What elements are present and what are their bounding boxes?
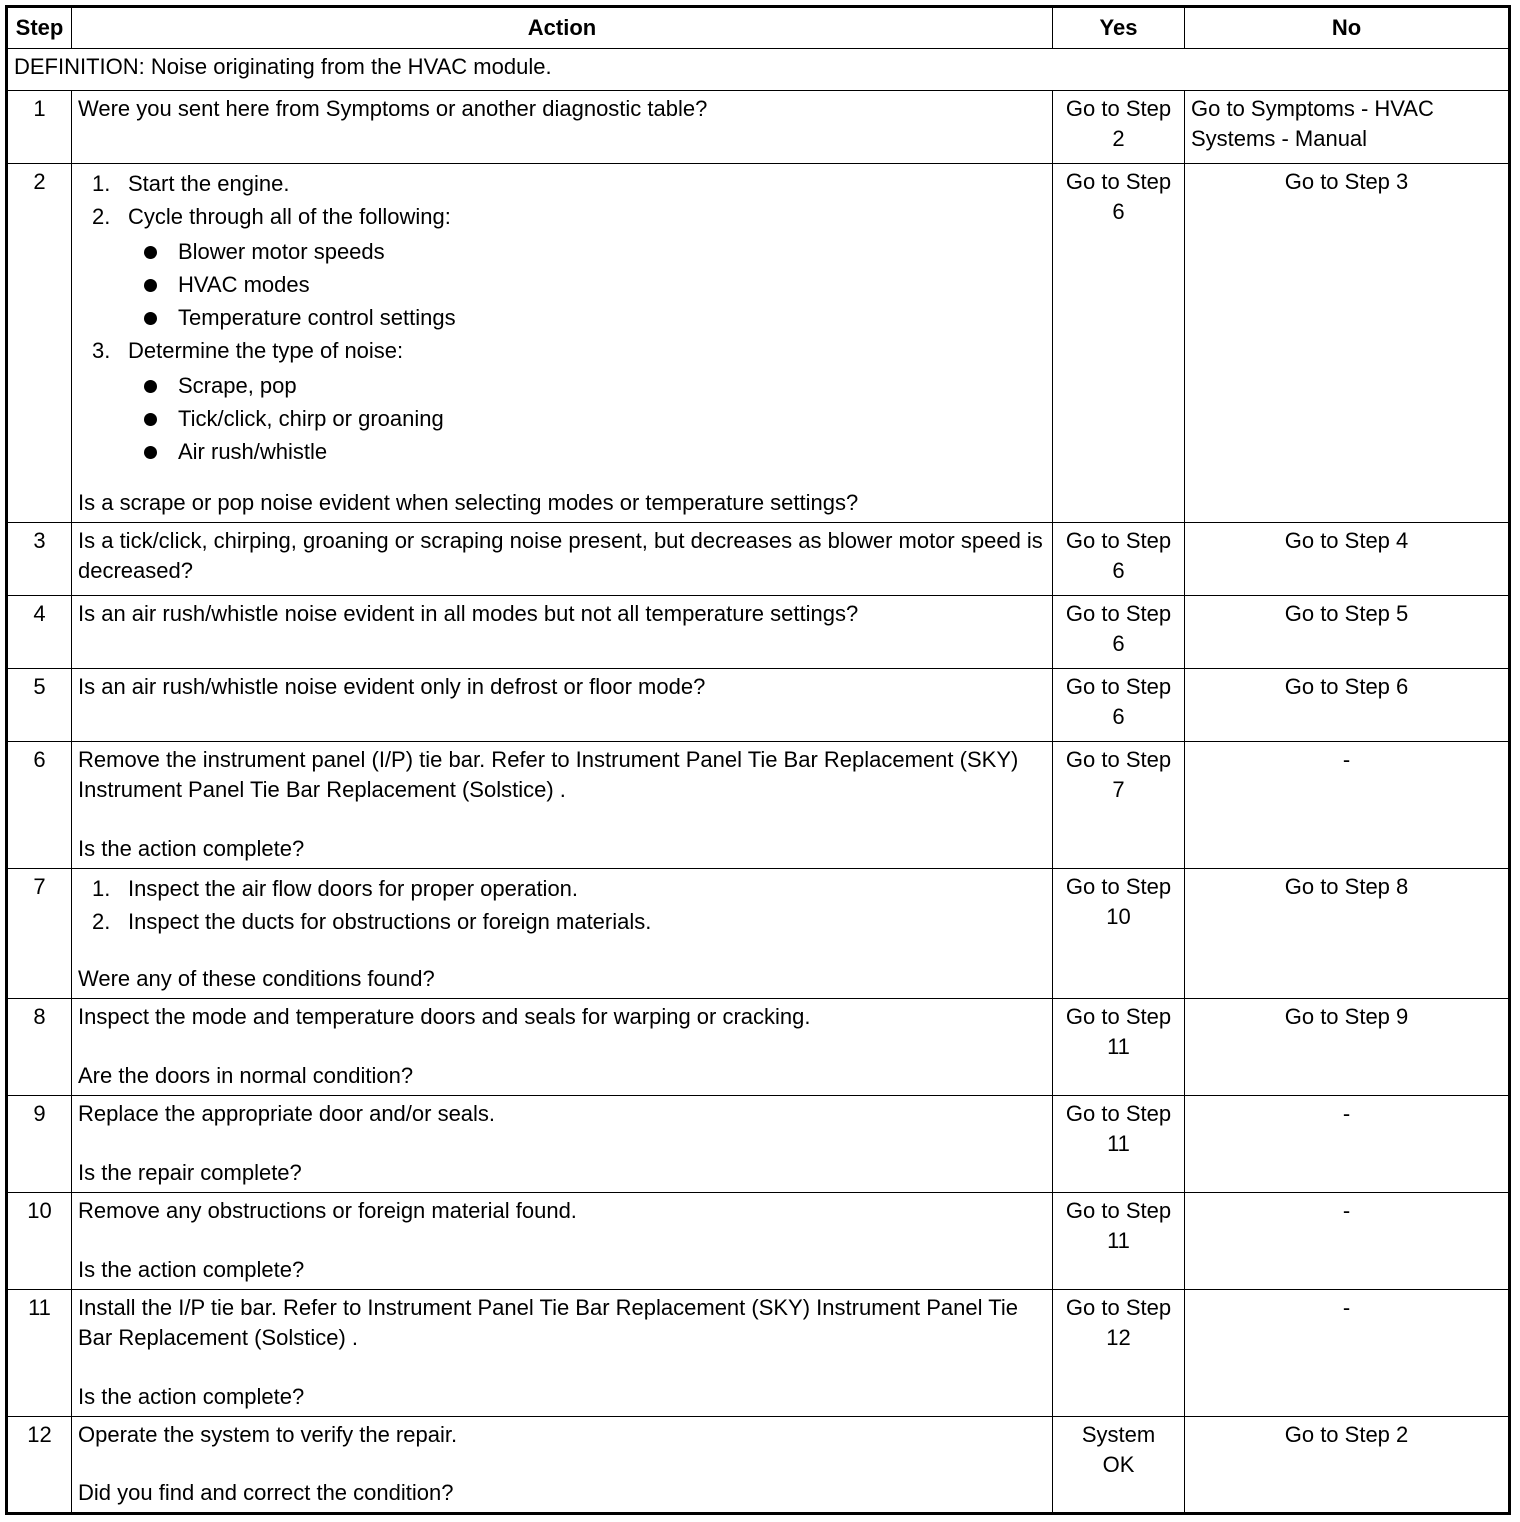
step-number: 12 bbox=[7, 1417, 72, 1514]
no-cell: Go to Step 2 bbox=[1185, 1417, 1510, 1514]
no-cell: Go to Step 5 bbox=[1185, 596, 1510, 669]
yes-cell bbox=[1053, 999, 1185, 1096]
bullet-item bbox=[178, 268, 1046, 301]
bullet-list bbox=[128, 369, 1046, 468]
question-text: Is a scrape or pop noise evident when selecting modes or temperature settings? bbox=[78, 490, 859, 515]
table-row bbox=[7, 523, 1510, 596]
yes-line: OK bbox=[1102, 1452, 1135, 1477]
item-number: 1. bbox=[92, 876, 111, 901]
table-row bbox=[7, 869, 1510, 999]
list-item bbox=[92, 200, 1046, 334]
action-cell bbox=[72, 1193, 1053, 1290]
question-text: Is the action complete? bbox=[78, 1257, 305, 1282]
step-number: 11 bbox=[7, 1290, 72, 1417]
yes-line: 12 bbox=[1106, 1325, 1131, 1350]
bullet-text: Air rush/whistle bbox=[178, 439, 328, 464]
step-number: 6 bbox=[7, 742, 72, 869]
yes-cell bbox=[1053, 523, 1185, 596]
action-text: Were you sent here from Symptoms or another diagnostic table? bbox=[72, 91, 1053, 164]
yes-cell bbox=[1053, 596, 1185, 669]
no-cell: Go to Step 4 bbox=[1185, 523, 1510, 596]
bullet-icon bbox=[144, 246, 157, 259]
list-item bbox=[92, 334, 1046, 468]
item-text: Inspect the air flow doors for proper operation. bbox=[128, 876, 579, 901]
step-number: 7 bbox=[7, 869, 72, 999]
yes-cell bbox=[1053, 869, 1185, 999]
yes-cell bbox=[1053, 91, 1185, 164]
step-number: 5 bbox=[7, 669, 72, 742]
yes-cell bbox=[1053, 1290, 1185, 1417]
step-number: 2 bbox=[7, 164, 72, 523]
table-row bbox=[7, 1096, 1510, 1193]
table-row bbox=[7, 999, 1510, 1096]
bullet-icon bbox=[144, 312, 157, 325]
yes-line: Go to Step bbox=[1065, 747, 1172, 772]
action-cell bbox=[72, 1096, 1053, 1193]
procedure-list bbox=[78, 872, 1046, 938]
yes-line: Go to Step bbox=[1065, 601, 1172, 626]
list-item bbox=[92, 905, 1046, 938]
action-text: Is a tick/click, chirping, groaning or scraping noise present, but decreases as blower motor speed is decreased? bbox=[72, 523, 1053, 596]
bullet-text: Temperature control settings bbox=[178, 305, 456, 330]
yes-line: Go to Step bbox=[1065, 674, 1172, 699]
action-cell bbox=[72, 1417, 1053, 1514]
table-row bbox=[7, 91, 1510, 164]
yes-line: 11 bbox=[1107, 1131, 1130, 1156]
list-item bbox=[92, 167, 1046, 200]
yes-line: Go to Step bbox=[1065, 528, 1172, 553]
action-text: Operate the system to verify the repair. bbox=[78, 1422, 458, 1447]
bullet-item bbox=[178, 435, 1046, 468]
action-cell bbox=[72, 999, 1053, 1096]
yes-line: Go to Step bbox=[1065, 96, 1172, 121]
action-cell bbox=[72, 164, 1053, 523]
yes-line: Go to Step bbox=[1065, 169, 1172, 194]
yes-line: System bbox=[1081, 1422, 1156, 1447]
header-no: No bbox=[1185, 7, 1510, 49]
item-number: 2. bbox=[92, 909, 111, 934]
action-cell bbox=[72, 742, 1053, 869]
item-number: 2. bbox=[92, 204, 111, 229]
action-text: Is an air rush/whistle noise evident only in defrost or floor mode? bbox=[72, 669, 1053, 742]
diagnostic-table bbox=[5, 5, 1511, 1515]
action-text: Remove the instrument panel (I/P) tie bar. Refer to Instrument Panel Tie Bar Replacement (SKY) Instrument Panel Tie Bar Replacement (Solstice) . bbox=[78, 747, 1019, 802]
question-text: Were any of these conditions found? bbox=[78, 966, 435, 991]
yes-cell bbox=[1053, 1417, 1185, 1514]
yes-line: 6 bbox=[1112, 199, 1125, 224]
no-cell: Go to Step 6 bbox=[1185, 669, 1510, 742]
procedure-list bbox=[78, 167, 1046, 468]
action-cell bbox=[72, 869, 1053, 999]
no-cell: Go to Step 9 bbox=[1185, 999, 1510, 1096]
yes-line: 6 bbox=[1112, 631, 1125, 656]
no-cell: - bbox=[1185, 1096, 1510, 1193]
bullet-item bbox=[178, 402, 1046, 435]
yes-line: 6 bbox=[1112, 704, 1125, 729]
bullet-text: Tick/click, chirp or groaning bbox=[178, 406, 444, 431]
bullet-item bbox=[178, 235, 1046, 268]
table-row bbox=[7, 1193, 1510, 1290]
step-number: 1 bbox=[7, 91, 72, 164]
item-text: Start the engine. bbox=[128, 171, 290, 196]
question-text: Are the doors in normal condition? bbox=[78, 1063, 414, 1088]
action-text: Install the I/P tie bar. Refer to Instrument Panel Tie Bar Replacement (SKY) Instrument Panel Tie Bar Replacement (Solstice) . bbox=[78, 1295, 1018, 1350]
action-text: Is an air rush/whistle noise evident in all modes but not all temperature settings? bbox=[72, 596, 1053, 669]
bullet-list bbox=[128, 235, 1046, 334]
yes-line: 2 bbox=[1112, 126, 1125, 151]
yes-line: 11 bbox=[1107, 1034, 1130, 1059]
table-row bbox=[7, 164, 1510, 523]
no-cell: Go to Step 3 bbox=[1185, 164, 1510, 523]
yes-line: Go to Step bbox=[1065, 1004, 1172, 1029]
yes-line: 7 bbox=[1112, 777, 1125, 802]
yes-line: Go to Step bbox=[1065, 1198, 1172, 1223]
step-number: 4 bbox=[7, 596, 72, 669]
definition-row bbox=[7, 49, 1510, 91]
item-text: Inspect the ducts for obstructions or foreign materials. bbox=[128, 909, 652, 934]
question-text: Is the action complete? bbox=[78, 836, 305, 861]
item-text: Determine the type of noise: bbox=[128, 338, 404, 363]
bullet-text: Blower motor speeds bbox=[178, 239, 385, 264]
list-item bbox=[92, 872, 1046, 905]
yes-cell bbox=[1053, 164, 1185, 523]
no-cell: Go to Step 8 bbox=[1185, 869, 1510, 999]
bullet-text: Scrape, pop bbox=[178, 373, 297, 398]
definition-text: DEFINITION: Noise originating from the HVAC module. bbox=[7, 49, 1510, 91]
step-number: 8 bbox=[7, 999, 72, 1096]
no-cell: - bbox=[1185, 1193, 1510, 1290]
action-cell bbox=[72, 1290, 1053, 1417]
header-step: Step bbox=[7, 7, 72, 49]
bullet-item bbox=[178, 301, 1046, 334]
header-row bbox=[7, 7, 1510, 49]
yes-line: Go to Step bbox=[1065, 874, 1172, 899]
action-text: Remove any obstructions or foreign material found. bbox=[78, 1198, 577, 1223]
step-number: 10 bbox=[7, 1193, 72, 1290]
bullet-text: HVAC modes bbox=[178, 272, 310, 297]
bullet-icon bbox=[144, 380, 157, 393]
yes-line: Go to Step bbox=[1065, 1295, 1172, 1320]
header-yes: Yes bbox=[1053, 7, 1185, 49]
table-row bbox=[7, 669, 1510, 742]
yes-cell bbox=[1053, 1193, 1185, 1290]
item-text: Cycle through all of the following: bbox=[128, 204, 451, 229]
yes-cell bbox=[1053, 669, 1185, 742]
yes-cell bbox=[1053, 1096, 1185, 1193]
header-action: Action bbox=[72, 7, 1053, 49]
question-text: Is the repair complete? bbox=[78, 1160, 302, 1185]
no-cell: - bbox=[1185, 742, 1510, 869]
bullet-icon bbox=[144, 413, 157, 426]
yes-line: Go to Step bbox=[1065, 1101, 1172, 1126]
no-cell: - bbox=[1185, 1290, 1510, 1417]
yes-line: 6 bbox=[1112, 558, 1125, 583]
table-row bbox=[7, 1290, 1510, 1417]
table-row bbox=[7, 742, 1510, 869]
action-text: Replace the appropriate door and/or seals. bbox=[78, 1101, 496, 1126]
no-cell: Go to Symptoms - HVAC Systems - Manual bbox=[1185, 91, 1510, 164]
question-text: Is the action complete? bbox=[78, 1384, 305, 1409]
yes-line: 11 bbox=[1107, 1228, 1130, 1253]
bullet-item bbox=[178, 369, 1046, 402]
yes-cell bbox=[1053, 742, 1185, 869]
bullet-icon bbox=[144, 279, 157, 292]
question-text: Did you find and correct the condition? bbox=[78, 1480, 454, 1505]
step-number: 3 bbox=[7, 523, 72, 596]
step-number: 9 bbox=[7, 1096, 72, 1193]
table-row bbox=[7, 1417, 1510, 1514]
bullet-icon bbox=[144, 446, 157, 459]
item-number: 3. bbox=[92, 338, 111, 363]
item-number: 1. bbox=[92, 171, 111, 196]
yes-line: 10 bbox=[1106, 904, 1131, 929]
table-row bbox=[7, 596, 1510, 669]
action-text: Inspect the mode and temperature doors and seals for warping or cracking. bbox=[78, 1004, 811, 1029]
